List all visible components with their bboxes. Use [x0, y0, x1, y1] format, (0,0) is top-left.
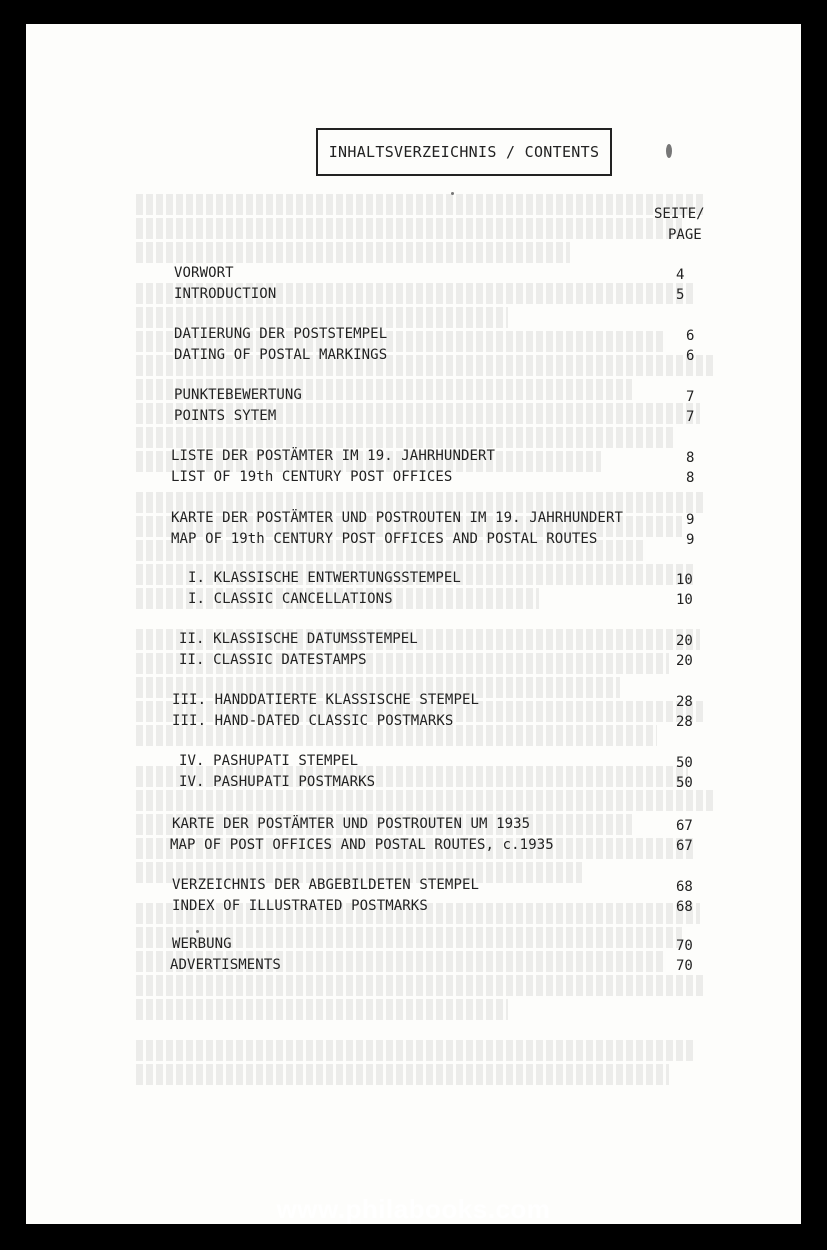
entry-title-en: INTRODUCTION [174, 286, 277, 302]
entry-page-de: 8 [686, 450, 695, 466]
toc-entry [26, 445, 801, 489]
document-page [26, 24, 801, 1224]
toc-entry [26, 507, 801, 551]
toc-entry [26, 262, 801, 306]
entry-title-en: POINTS SYTEM [174, 408, 277, 424]
entry-page-de: 67 [676, 818, 693, 834]
entry-title-en: MAP OF POST OFFICES AND POSTAL ROUTES, c.1935 [170, 837, 554, 853]
entry-title-de: III. HANDDATIERTE KLASSISCHE STEMPEL [172, 692, 480, 708]
entry-page-de: 4 [676, 267, 685, 283]
entry-page-de: 7 [686, 389, 695, 405]
toc-entry [26, 750, 801, 794]
entry-page-en: 9 [686, 532, 695, 548]
entry-title-de: IV. PASHUPATI STEMPEL [179, 753, 359, 769]
entry-title-de: II. KLASSISCHE DATUMSSTEMPEL [179, 631, 418, 647]
entry-title-de: VERZEICHNIS DER ABGEBILDETEN STEMPEL [172, 877, 480, 893]
entry-page-en: 10 [676, 592, 693, 608]
toc-entry [26, 628, 801, 672]
entry-title-en: I. CLASSIC CANCELLATIONS [188, 591, 393, 607]
entry-title-en: IV. PASHUPATI POSTMARKS [179, 774, 376, 790]
entry-title-en: LIST OF 19th CENTURY POST OFFICES [171, 469, 453, 485]
entry-title-de: I. KLASSISCHE ENTWERTUNGSSTEMPEL [188, 570, 461, 586]
entry-page-en: 6 [686, 348, 695, 364]
toc-entry [26, 323, 801, 367]
entry-page-en: 20 [676, 653, 693, 669]
entry-title-en: III. HAND-DATED CLASSIC POSTMARKS [172, 713, 454, 729]
entry-page-en: 70 [676, 958, 693, 974]
entry-page-de: 9 [686, 512, 695, 528]
entry-page-en: 7 [686, 409, 695, 425]
entry-page-de: 10 [676, 572, 693, 588]
entry-page-en: 67 [676, 838, 693, 854]
toc-entry [26, 813, 801, 857]
paper-speck [451, 192, 454, 195]
entry-title-de: PUNKTEBEWERTUNG [174, 387, 302, 403]
toc-entry [26, 384, 801, 428]
toc-entry [26, 874, 801, 918]
entry-title-en: INDEX OF ILLUSTRATED POSTMARKS [172, 898, 428, 914]
entry-title-de: DATIERUNG DER POSTSTEMPEL [174, 326, 388, 342]
entry-page-de: 6 [686, 328, 695, 344]
entry-title-en: II. CLASSIC DATESTAMPS [179, 652, 367, 668]
column-header-page: PAGE [668, 227, 702, 243]
watermark-url: www.philabooks.com [276, 1194, 551, 1224]
entry-title-de: WERBUNG [172, 936, 232, 952]
entry-page-de: 28 [676, 694, 693, 710]
paper-speck [666, 144, 672, 158]
entry-title-de: VORWORT [174, 265, 234, 281]
entry-page-de: 68 [676, 879, 693, 895]
entry-title-de: KARTE DER POSTÄMTER UND POSTROUTEN IM 19. JAHRHUNDERT [171, 510, 624, 526]
toc-entry [26, 933, 801, 977]
entry-page-en: 8 [686, 470, 695, 486]
page-title: INHALTSVERZEICHNIS / CONTENTS [316, 128, 612, 176]
entry-page-en: 50 [676, 775, 693, 791]
entry-title-en: DATING OF POSTAL MARKINGS [174, 347, 388, 363]
entry-page-en: 68 [676, 899, 693, 915]
entry-title-en: MAP OF 19th CENTURY POST OFFICES AND POSTAL ROUTES [171, 531, 598, 547]
entry-title-de: LISTE DER POSTÄMTER IM 19. JAHRHUNDERT [171, 448, 496, 464]
entry-title-de: KARTE DER POSTÄMTER UND POSTROUTEN UM 1935 [172, 816, 531, 832]
entry-page-de: 50 [676, 755, 693, 771]
entry-title-en: ADVERTISMENTS [170, 957, 281, 973]
page-column-header [654, 204, 734, 246]
toc-entry [26, 689, 801, 733]
entry-page-de: 20 [676, 633, 693, 649]
entry-page-de: 70 [676, 938, 693, 954]
column-header-seite: SEITE/ [654, 206, 705, 222]
entry-page-en: 5 [676, 287, 685, 303]
entry-page-en: 28 [676, 714, 693, 730]
toc-entry [26, 567, 801, 611]
